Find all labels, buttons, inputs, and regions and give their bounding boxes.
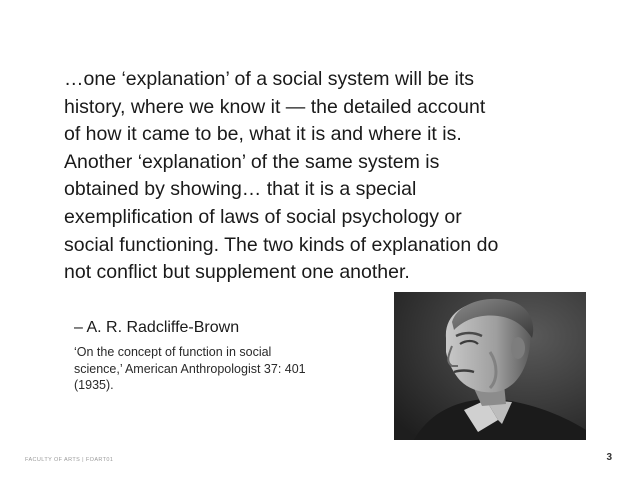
quote-line: Another ‘explanation’ of the same system is: [64, 150, 440, 173]
quote-line: history, where we know it — the detailed account: [64, 95, 486, 118]
citation-line: ‘On the concept of function in social: [74, 345, 272, 359]
portrait-photo: [394, 292, 586, 440]
quote-author: – A. R. Radcliffe-Brown: [74, 319, 240, 336]
citation-line: (1935).: [74, 378, 114, 392]
quote-line: exemplification of laws of social psychology or: [64, 205, 462, 228]
quote-line: obtained by showing… that it is a special: [64, 178, 417, 201]
citation: [74, 344, 364, 394]
portrait-image: [394, 292, 586, 440]
footer-label: FACULTY OF ARTS | FOART01: [25, 457, 114, 463]
page-number: 3: [606, 452, 612, 463]
quote-line: not conflict but supplement one another.: [64, 261, 410, 284]
quote-line: social functioning. The two kinds of explanation do: [64, 233, 499, 256]
quote-line: of how it came to be, what it is and where it is.: [64, 123, 462, 146]
quote-line: …one ‘explanation’ of a social system will be its: [64, 68, 475, 90]
citation-line: science,’ American Anthropologist 37: 401: [74, 361, 306, 376]
attribution: [74, 318, 364, 394]
quote-block: [64, 66, 584, 287]
